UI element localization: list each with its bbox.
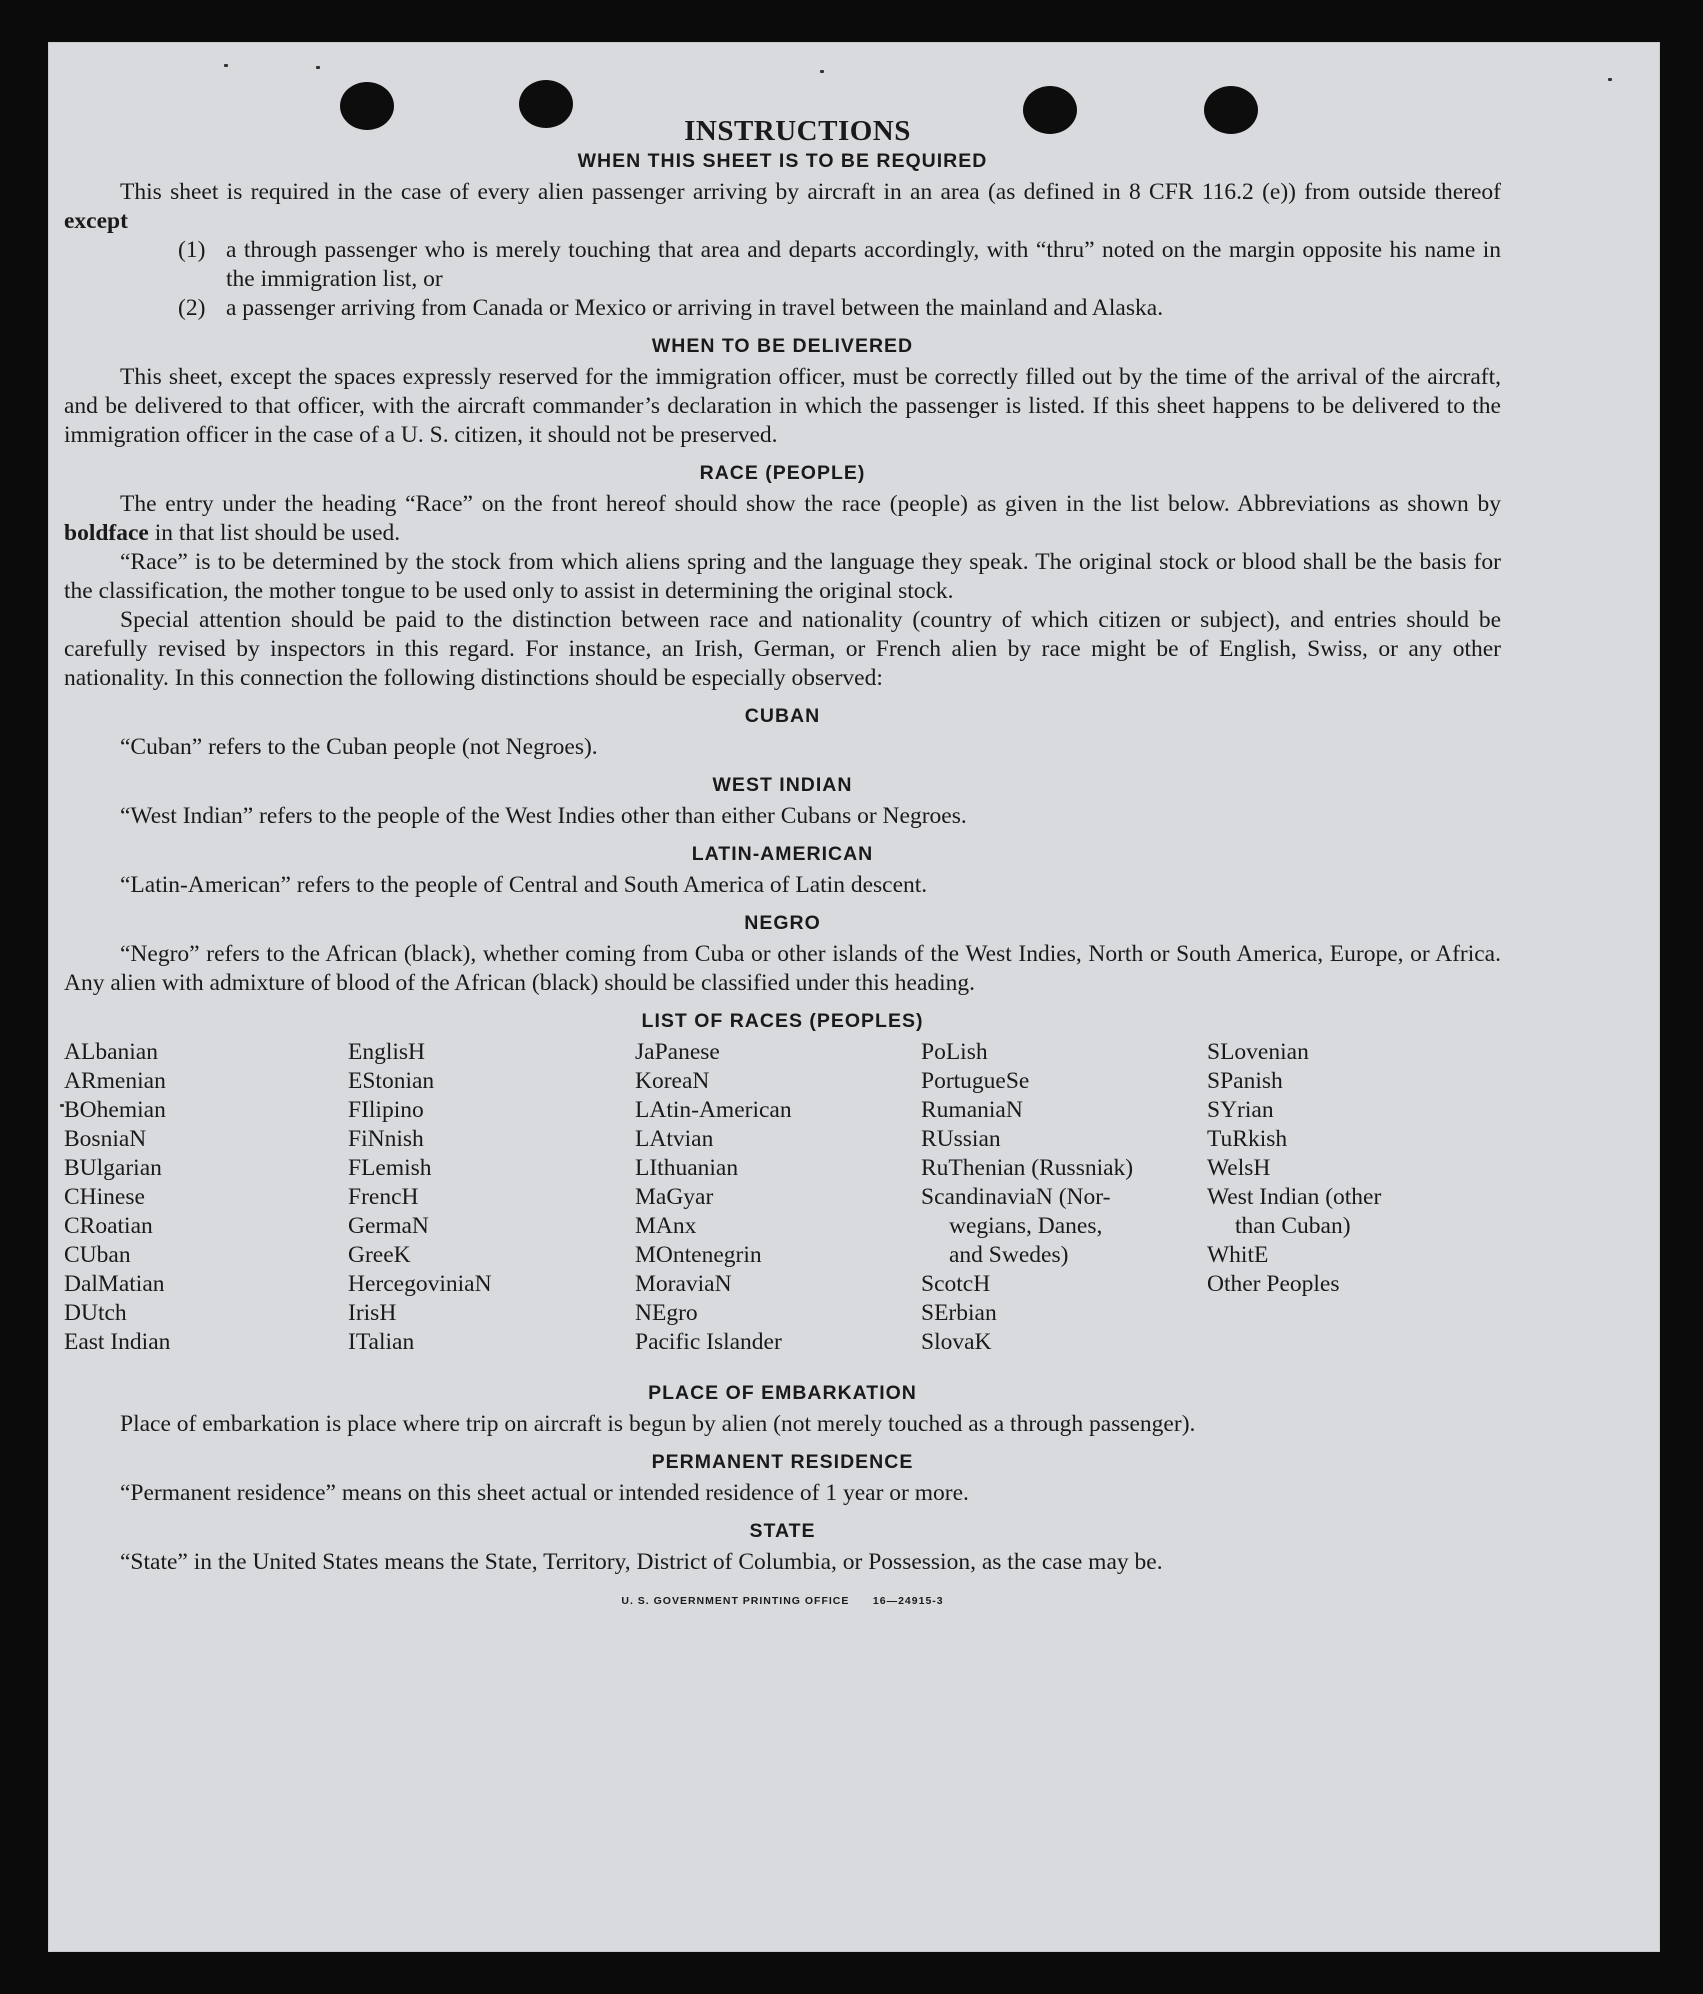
race-item: FiNnish (348, 1126, 424, 1152)
race-item: SPanish (1207, 1068, 1283, 1094)
race-item: ARmenian (64, 1068, 166, 1094)
race-item-continued: and Swedes) (949, 1242, 1069, 1268)
race-item-continued: wegians, Danes, (949, 1213, 1103, 1239)
race-item: MAnx (635, 1213, 697, 1239)
exception-number-1: (1) (178, 237, 206, 263)
races-list (64, 1038, 1501, 1370)
race-p1-tail: in that list should be used. (154, 520, 401, 546)
cuban-text: “Cuban” refers to the Cuban people (not Negroes). (120, 734, 598, 760)
speck (820, 70, 824, 73)
race-item: MOntenegrin (635, 1242, 762, 1268)
race-item-continued: than Cuban) (1235, 1213, 1351, 1239)
race-paragraph-1 (64, 490, 1501, 548)
race-item: JaPanese (635, 1039, 720, 1065)
section-heading-required: WHEN THIS SHEET IS TO BE REQUIRED (577, 150, 988, 172)
speck (224, 64, 228, 67)
race-item: CHinese (64, 1184, 145, 1210)
race-item: BOhemian (64, 1097, 166, 1123)
speck (316, 66, 320, 69)
race-item: ScotcH (921, 1271, 991, 1297)
embarkation-text: Place of embarkation is place where trip on aircraft is begun by alien (not merely touched as a through passenger). (120, 1411, 1196, 1437)
race-paragraph-3: Special attention should be paid to the distinction between race and nationality (country of which citizen or subject), and entries should be carefully revised by inspectors in this regard. For instance, an Irish, German, or French alien by race might be of English, Swiss, or any other nationality. In this connection the following distinctions should be especially observed: (64, 607, 1501, 691)
race-item: East Indian (64, 1329, 171, 1355)
race-item: FrencH (348, 1184, 419, 1210)
race-item: KoreaN (635, 1068, 710, 1094)
section-heading-west-indian: WEST INDIAN (712, 774, 853, 796)
section-heading-negro: NEGRO (744, 912, 821, 934)
exception-list (64, 236, 1501, 323)
race-p1-text: The entry under the heading “Race” on the front hereof should show the race (people) as given in the list below. Abbreviations as shown by (120, 491, 1501, 517)
race-item: LAtin-American (635, 1097, 792, 1123)
race-item: ITalian (348, 1329, 415, 1355)
race-item: CUban (64, 1242, 131, 1268)
race-item: DalMatian (64, 1271, 165, 1297)
races-column-3 (635, 1038, 905, 1357)
latin-american-text: “Latin-American” refers to the people of Central and South America of Latin descent. (120, 872, 928, 898)
section-heading-latin-american: LATIN-AMERICAN (691, 843, 874, 865)
residence-text: “Permanent residence” means on this sheet actual or intended residence of 1 year or more. (120, 1480, 969, 1506)
section-heading-state: STATE (749, 1520, 816, 1542)
races-column-2 (348, 1038, 598, 1357)
required-intro-bold: except (64, 208, 128, 234)
race-item: NEgro (635, 1300, 698, 1326)
race-item: ALbanian (64, 1039, 158, 1065)
race-paragraph-2: “Race” is to be determined by the stock from which aliens spring and the language they speak. The original stock or blood shall be the basis for the classification, the mother tongue to be used only to assist in determining the original stock. (64, 549, 1501, 604)
race-item: Pacific Islander (635, 1329, 782, 1355)
section-heading-race: RACE (PEOPLE) (699, 462, 866, 484)
required-intro (64, 178, 1501, 236)
race-item: LIthuanian (635, 1155, 739, 1181)
race-item: FIlipino (348, 1097, 424, 1123)
race-item: SYrian (1207, 1097, 1274, 1123)
race-item: LAtvian (635, 1126, 714, 1152)
race-item: RumaniaN (921, 1097, 1023, 1123)
race-item: PoLish (921, 1039, 988, 1065)
race-item: GermaN (348, 1213, 429, 1239)
races-column-1 (64, 1038, 314, 1357)
race-item: Other Peoples (1207, 1271, 1340, 1297)
required-intro-text: This sheet is required in the case of every alien passenger arriving by aircraft in an area (as defined in 8 CFR 116.2 (e)) from outside thereof (120, 179, 1501, 205)
race-item: FLemish (348, 1155, 432, 1181)
race-item: SErbian (921, 1300, 997, 1326)
page-title: INSTRUCTIONS (684, 115, 911, 147)
west-indian-text: “West Indian” refers to the people of the West Indies other than either Cubans or Negroes. (120, 803, 967, 829)
race-item: MoraviaN (635, 1271, 732, 1297)
speck (1608, 78, 1612, 81)
section-heading-delivered: WHEN TO BE DELIVERED (651, 335, 914, 357)
race-item: RUssian (921, 1126, 1001, 1152)
printer-name: U. S. GOVERNMENT PRINTING OFFICE (621, 1595, 850, 1607)
race-item: RuThenian (Russniak) (921, 1155, 1134, 1181)
race-item: EStonian (348, 1068, 435, 1094)
negro-text: “Negro” refers to the African (black), whether coming from Cuba or other islands of the West Indies, North or South America, Europe, or Africa. Any alien with admixture of blood of the African (black) should be classified under this heading. (64, 941, 1501, 996)
race-item: TuRkish (1207, 1126, 1288, 1152)
race-item: HercegoviniaN (348, 1271, 492, 1297)
document-sheet (48, 42, 1660, 1952)
race-item: CRoatian (64, 1213, 153, 1239)
exception-text-1: a through passenger who is merely touching that area and departs accordingly, with “thru” noted on the margin opposite his name in the immigration list, or (226, 237, 1501, 292)
exception-item-1 (178, 236, 1501, 294)
state-text: “State” in the United States means the State, Territory, District of Columbia, or Possession, as the case may be. (120, 1549, 1163, 1575)
race-item: PortugueSe (921, 1068, 1030, 1094)
instructions-content (64, 114, 1501, 1616)
race-item: BosniaN (64, 1126, 147, 1152)
race-item: BUlgarian (64, 1155, 162, 1181)
races-column-4 (921, 1038, 1211, 1357)
section-heading-embarkation: PLACE OF EMBARKATION (648, 1382, 917, 1404)
race-item: SLovenian (1207, 1039, 1309, 1065)
section-heading-residence: PERMANENT RESIDENCE (651, 1451, 914, 1473)
race-item: GreeK (348, 1242, 411, 1268)
form-code: 16—24915-3 (872, 1595, 944, 1607)
delivered-text: This sheet, except the spaces expressly reserved for the immigration officer, must be correctly filled out by the time of the arrival of the aircraft, and be delivered to that officer, with the aircraft commander’s declaration in which the passenger is listed. If this sheet happens to be delivered to the immigration officer in the case of a U. S. citizen, it should not be preserved. (64, 364, 1501, 448)
exception-number-2: (2) (178, 295, 206, 321)
printer-footer (64, 1587, 1501, 1616)
race-item: EnglisH (348, 1039, 426, 1065)
race-item: WhitE (1207, 1242, 1269, 1268)
race-item: ScandinaviaN (Nor- (921, 1184, 1111, 1210)
race-item: West Indian (other (1207, 1184, 1382, 1210)
section-heading-races-list: LIST OF RACES (PEOPLES) (641, 1010, 924, 1032)
race-item: WelsH (1207, 1155, 1271, 1181)
race-p1-bold: boldface (64, 520, 149, 546)
race-item: MaGyar (635, 1184, 714, 1210)
exception-text-2: a passenger arriving from Canada or Mexico or arriving in travel between the mainland and Alaska. (226, 295, 1164, 321)
race-item: DUtch (64, 1300, 127, 1326)
exception-item-2 (178, 294, 1501, 323)
section-heading-cuban: CUBAN (744, 705, 821, 727)
race-item: IrisH (348, 1300, 397, 1326)
races-column-5 (1207, 1038, 1497, 1299)
race-item: SlovaK (921, 1329, 992, 1355)
